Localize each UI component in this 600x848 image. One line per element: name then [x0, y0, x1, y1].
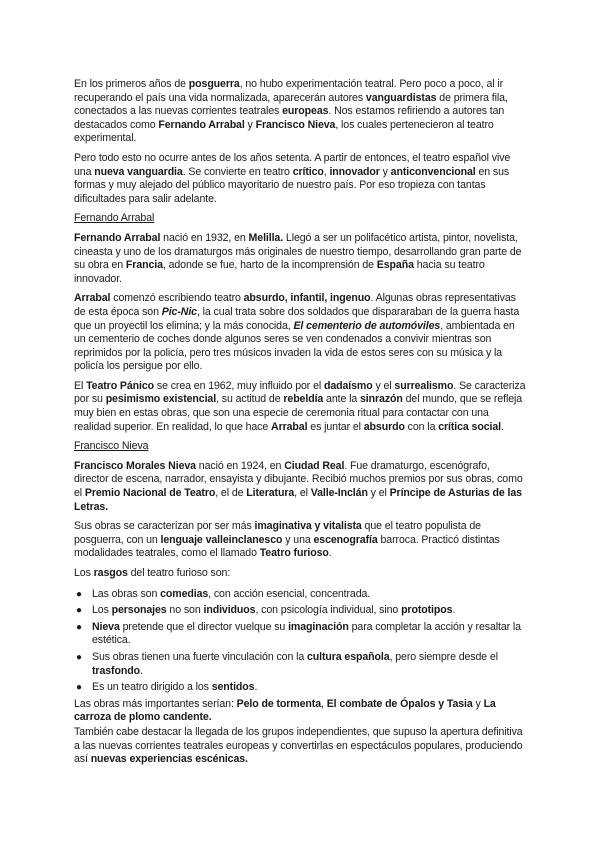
emphasis-text: España — [376, 259, 414, 272]
emphasis-text: imaginación — [288, 620, 349, 633]
emphasis-text: Francisco Nieva — [255, 118, 336, 131]
list-item-text: Es un teatro dirigido a los sentidos. — [92, 681, 258, 694]
emphasis-text: rebeldía — [283, 393, 324, 406]
closing-paragraph-2: También cabe destacar la llegada de los grupos independientes, que supuso la apertura definitiva a las nuevas corrientes teatrales europeas y convertirlas en espectáculos populares, produciendo así nuevas experiencias escénicas. — [74, 725, 523, 766]
bullet-icon: ● — [76, 588, 82, 600]
emphasis-text: innovador — [329, 165, 380, 178]
list-item — [74, 588, 526, 602]
emphasis-text: prototipos — [401, 604, 453, 617]
closing-paragraph-1: Las obras más importantes serían: Pelo de tormenta, El combate de Ópalos y Tasia y La carroza de plomo candente. — [74, 697, 496, 724]
emphasis-text: crítico — [292, 165, 324, 178]
emphasis-text: Pic-Nic — [161, 305, 197, 318]
bullet-icon: ● — [76, 605, 82, 617]
list-item — [74, 681, 526, 695]
emphasis-text: Arrabal — [271, 420, 308, 433]
emphasis-text: Fernando Arrabal — [74, 231, 161, 244]
arrabal-paragraph-1: Fernando Arrabal nació en 1932, en Melilla. Llegó a ser un polifacético artista, pintor, novelista, cineasta y uno de los dramaturgos más originales de nuestro tiempo, desarrollando gran parte de su obra en Francia, adonde se fue, harto de la incomprensión de España hacia su teatro innovador. — [74, 231, 522, 285]
emphasis-text: crítica social — [438, 420, 501, 433]
emphasis-text: Fernando Arrabal — [158, 118, 245, 131]
section-heading-arrabal: Fernando Arrabal — [74, 212, 155, 225]
emphasis-text: individuos — [203, 604, 256, 617]
intro-paragraph-2: Pero todo esto no ocurre antes de los años setenta. A partir de entonces, el teatro español vive una nueva vanguardia. Se convierte en teatro crítico, innovador y anticonvencional en sus formas y muy alejado del público mayoritario de nuestro país. Por eso tropieza con tantas dificultades para salir adelante. — [74, 151, 511, 205]
emphasis-text: Pelo de tormenta — [236, 697, 322, 710]
emphasis-text: Francia — [125, 259, 163, 272]
emphasis-text: El combate de Ópalos y Tasia — [326, 697, 473, 710]
traits-list — [74, 588, 526, 695]
emphasis-text: Teatro furioso — [259, 547, 329, 560]
emphasis-text: Príncipe de Asturias de las Letras. — [74, 487, 522, 513]
arrabal-paragraph-3: El Teatro Pánico se crea en 1962, muy influido por el dadaísmo y el surrealismo. Se caracteriza por su pesimismo existencial, su actitud de rebeldía ante la sinrazón del mundo, que se refleja muy bien en estas obras, que son una especie de ceremonia ritual para contactar con una realidad superior. En realidad, lo que hace Arrabal es juntar el absurdo con la crítica social. — [74, 379, 526, 433]
list-item-text: Nieva pretende que el director vuelque su imaginación para completar la acción y resaltar la estética. — [92, 620, 521, 647]
emphasis-text: trasfondo — [92, 664, 140, 677]
emphasis-text: absurdo, infantil, ingenuo — [243, 292, 371, 305]
section-heading-nieva: Francisco Nieva — [74, 440, 149, 453]
emphasis-text: anticonvencional — [390, 165, 476, 178]
emphasis-text: cultura española — [306, 650, 390, 663]
emphasis-text: Ciudad Real — [284, 459, 345, 472]
emphasis-text: rasgos — [93, 567, 128, 579]
emphasis-text: Francisco Morales Nieva — [74, 459, 196, 472]
emphasis-text: comedias — [160, 587, 209, 600]
emphasis-text: surrealismo — [394, 379, 454, 392]
list-item-text: Las obras son comedias, con acción esencial, concentrada. — [92, 587, 371, 600]
list-item-text: Los personajes no son individuos, con psicología individual, sino prototipos. — [92, 604, 456, 617]
emphasis-text: sentidos — [211, 681, 255, 694]
emphasis-text: lenguaje valleinclanesco — [160, 533, 283, 546]
bullet-icon: ● — [76, 621, 82, 633]
emphasis-text: absurdo — [363, 420, 405, 433]
emphasis-text: Nieva — [92, 620, 120, 633]
emphasis-text: Literatura — [246, 487, 295, 500]
list-item — [74, 621, 526, 648]
emphasis-text: La carroza de plomo candente. — [74, 697, 496, 724]
bullet-icon: ● — [76, 682, 82, 694]
emphasis-text: imaginativa y vitalista — [254, 520, 362, 533]
emphasis-text: nueva vanguardia — [94, 165, 183, 178]
emphasis-text: Arrabal — [74, 292, 111, 305]
emphasis-text: Valle-Inclán — [310, 487, 368, 500]
bullet-icon: ● — [76, 651, 82, 663]
emphasis-text: personajes — [111, 604, 167, 617]
arrabal-paragraph-2: Arrabal comenzó escribiendo teatro absurdo, infantil, ingenuo. Algunas obras representativas de esta época son Pic-Nic, la cual trata sobre dos soldados que dispararaban de la guerra hasta que un proyectil los elimina; y la más conocida, El cementerio de automóviles, ambientada en un cementerio de coches donde algunos seres se ven condenados a convivir mientras son reprimidos por la policía, pero tres músicos invaden la vida de estos seres con su música y la policía los persigue por ello. — [74, 292, 520, 373]
list-item-text: Sus obras tienen una fuerte vinculación con la cultura española, pero siempre desde el trasfondo. — [92, 650, 498, 677]
nieva-paragraph-2: Sus obras se caracterizan por ser más imaginativa y vitalista que el teatro populista de posguerra, con un lenguaje valleinclanesco y una escenografía barroca. Practicó distintas modalidades teatrales, como el llamado Teatro furioso. — [74, 520, 500, 560]
emphasis-text: nuevas experiencias escénicas. — [90, 753, 248, 766]
emphasis-text: El cementerio de automóviles — [293, 319, 441, 332]
nieva-paragraph-3: Los rasgos del teatro furioso son: — [74, 567, 231, 579]
emphasis-text: europeas — [282, 105, 329, 118]
emphasis-text: Melilla. — [248, 231, 284, 244]
emphasis-text: vanguardistas — [365, 91, 437, 104]
emphasis-text: escenografía — [313, 533, 378, 546]
emphasis-text: posguerra — [188, 78, 240, 90]
emphasis-text: dadaísmo — [323, 379, 373, 392]
list-item — [74, 604, 526, 618]
emphasis-text: Teatro Pánico — [86, 379, 155, 392]
intro-paragraph-1: En los primeros años de posguerra, no hubo experimentación teatral. Pero poco a poco, al ir recuperando el país una vida normalizada, aparecerán autores vanguardistas de primera fila, conectados a las nuevas corrientes teatrales europeas. Nos estamos refiriendo a autores tan destacados como Fernando Arrabal y Francisco Nieva, los cuales pertenecieron al teatro experimental. — [74, 78, 508, 145]
emphasis-text: sinrazón — [360, 393, 403, 406]
nieva-paragraph-1: Francisco Morales Nieva nació en 1924, en Ciudad Real. Fue dramaturgo, escenógrafo, director de escena, narrador, ensayista y dibujante. Recibió muchos premios por sus obras, como el Premio Nacional de Teatro, el de Literatura, el Valle-Inclán y el Príncipe de Asturias de las Letras. — [74, 459, 523, 513]
emphasis-text: pesimismo existencial — [105, 393, 217, 406]
emphasis-text: Premio Nacional de Teatro — [84, 487, 216, 500]
list-item — [74, 651, 526, 678]
